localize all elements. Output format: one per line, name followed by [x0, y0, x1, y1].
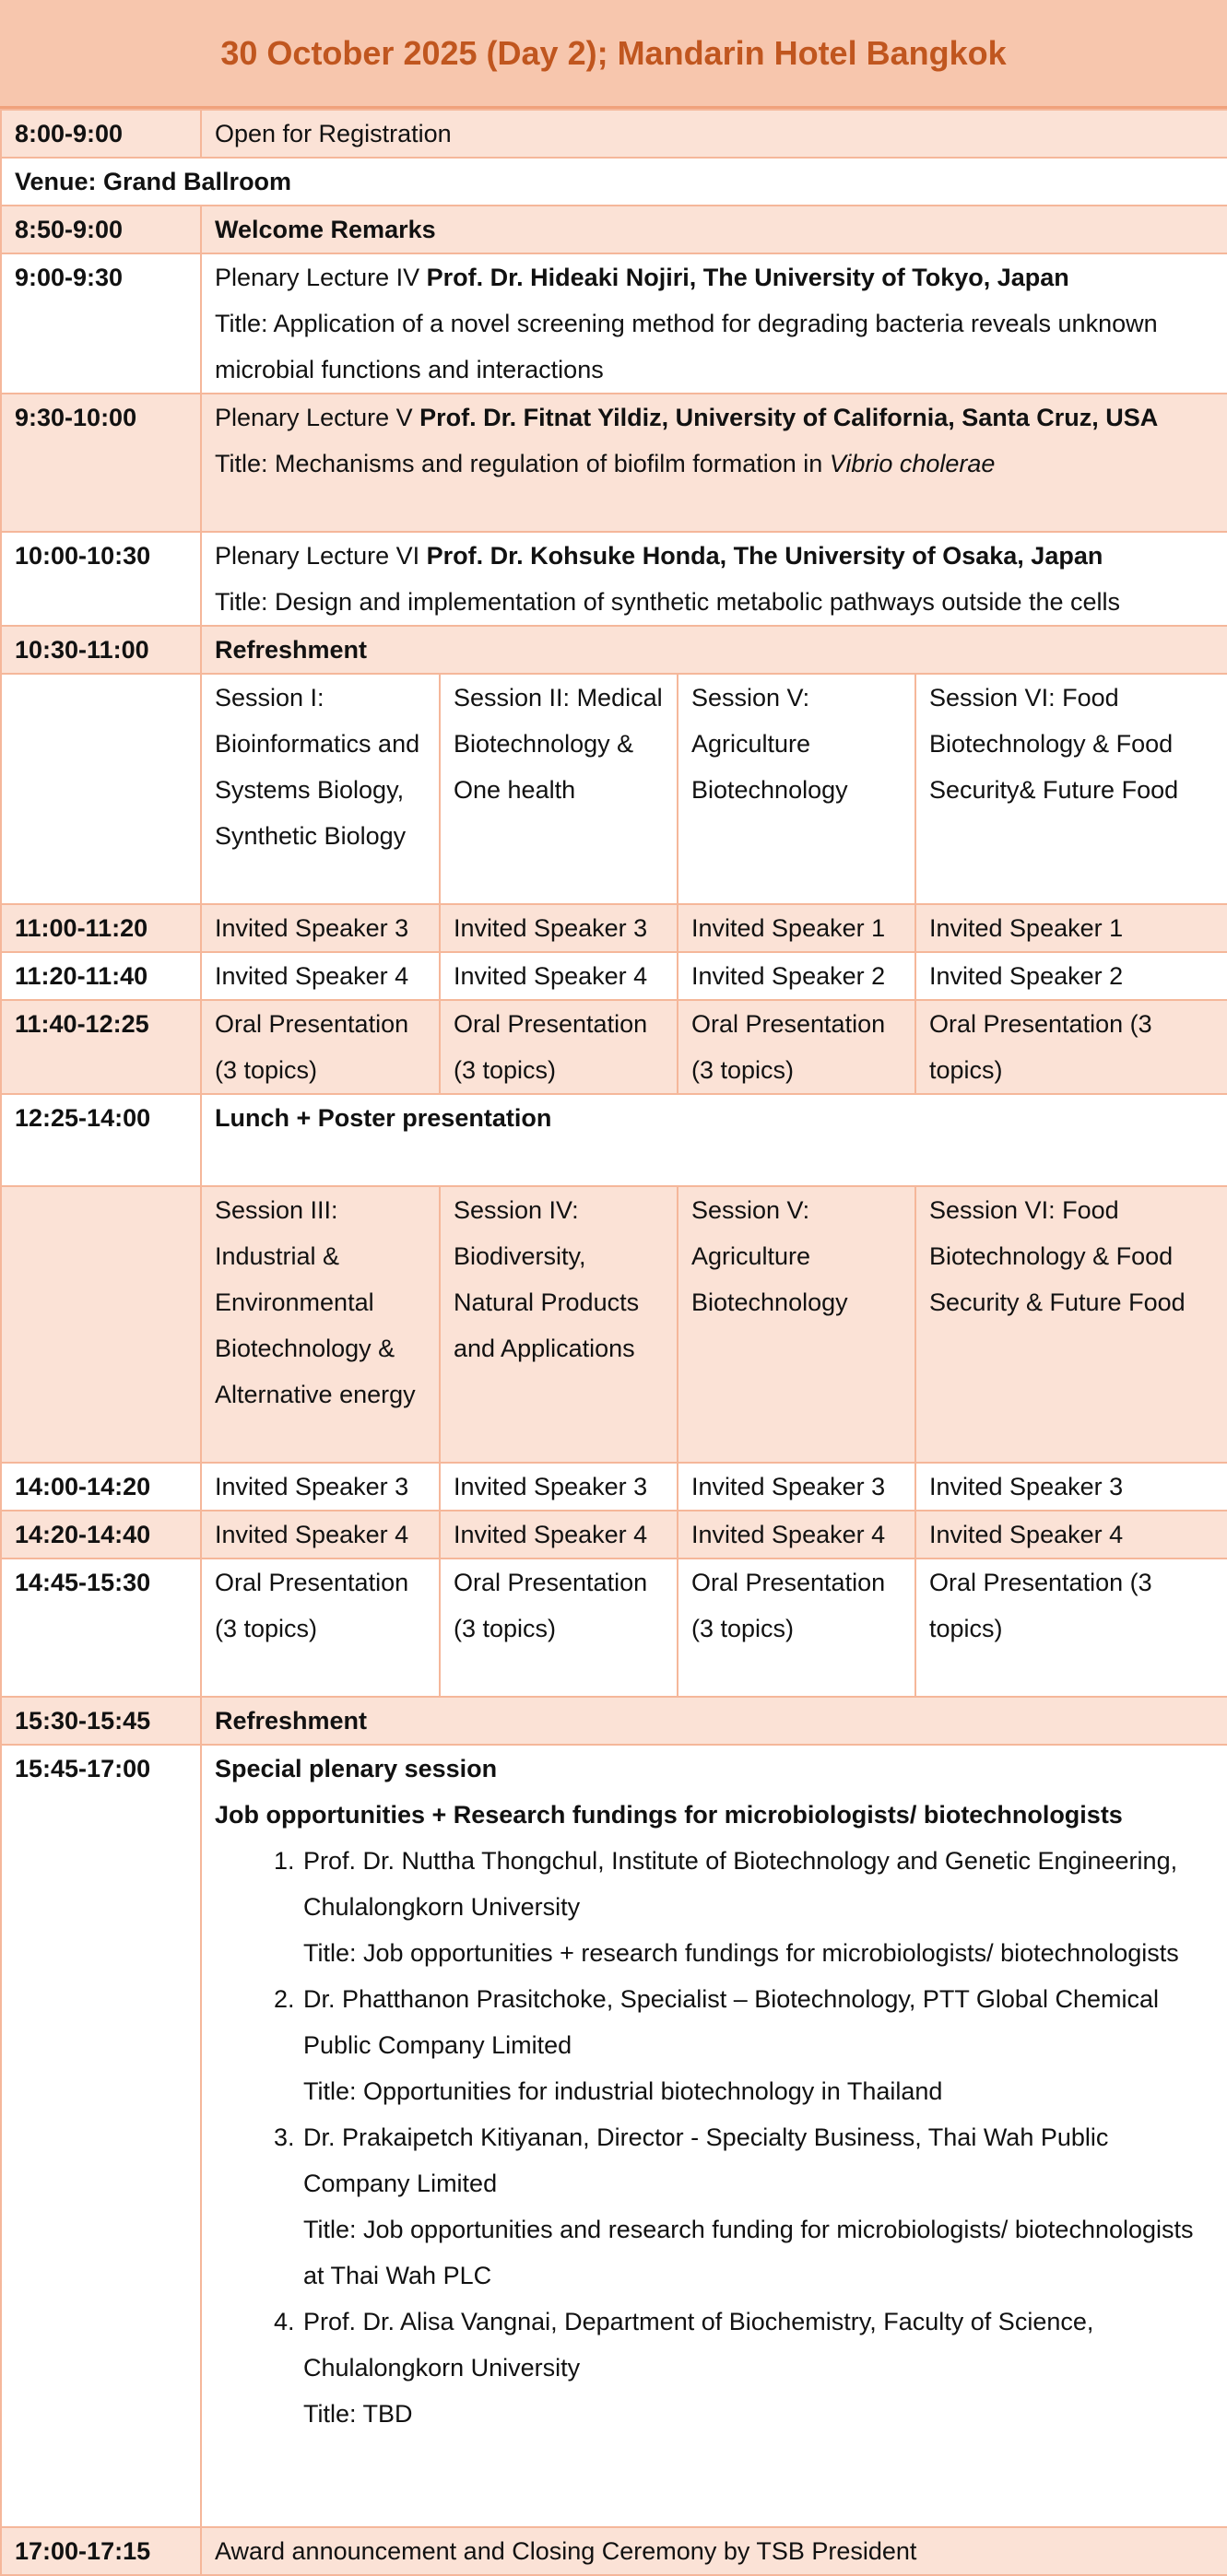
slot-cell: Invited Speaker 2 — [915, 952, 1227, 1000]
slot-cell: Oral Presentation (3 topics) — [201, 1559, 440, 1697]
time-cell: 15:30-15:45 — [1, 1697, 201, 1745]
slot-cell: Invited Speaker 3 — [678, 1463, 915, 1511]
row-refreshment — [1, 626, 1227, 674]
row-plenary-5 — [1, 394, 1227, 532]
plenary-title-organism: Vibrio cholerae — [829, 450, 996, 477]
session-cell: Session VI: Food Biotechnology & Food Security & Future Food — [915, 1186, 1227, 1463]
slot-cell: Invited Speaker 4 — [201, 952, 440, 1000]
plenary-label: Plenary Lecture VI — [215, 542, 420, 570]
speaker-item — [301, 1838, 1214, 1976]
plenary-title: Title: Mechanisms and regulation of biofilm formation in — [215, 450, 823, 477]
special-session-cell — [201, 1745, 1227, 2527]
slot-cell: Invited Speaker 1 — [915, 904, 1227, 952]
day-title: 30 October 2025 (Day 2); Mandarin Hotel Bangkok — [220, 33, 1007, 72]
special-heading: Special plenary session — [215, 1755, 498, 1782]
speaker-talk-title: Title: Job opportunities and research funding for microbiologists/ biotechnologists at Thai Wah PLC — [303, 2216, 1194, 2289]
speaker-talk-title: Title: Opportunities for industrial biotechnology in Thailand — [303, 2077, 943, 2105]
time-cell: 11:20-11:40 — [1, 952, 201, 1000]
speaker-item — [301, 2114, 1214, 2299]
row-sessions-pm — [1, 1186, 1227, 1463]
row-sessions-am — [1, 674, 1227, 904]
row-welcome — [1, 206, 1227, 253]
slot-cell: Invited Speaker 4 — [678, 1511, 915, 1559]
row-pm-slot-3 — [1, 1559, 1227, 1697]
time-cell: 12:25-14:00 — [1, 1094, 201, 1186]
time-cell: 8:50-9:00 — [1, 206, 201, 253]
schedule-table — [0, 109, 1227, 2576]
slot-cell: Oral Presentation (3 topics) — [678, 1000, 915, 1094]
slot-cell: Invited Speaker 4 — [915, 1511, 1227, 1559]
time-cell-empty — [1, 1186, 201, 1463]
time-cell: 8:00-9:00 — [1, 110, 201, 158]
speaker-list — [215, 1838, 1214, 2437]
row-pm-slot-1 — [1, 1463, 1227, 1511]
speaker-name: 3. Dr. Prakaipetch Kitiyanan, Director - Specialty Business, Thai Wah Public Company Limited — [303, 2123, 1109, 2197]
event-cell: Welcome Remarks — [201, 206, 1227, 253]
plenary-cell — [201, 253, 1227, 394]
row-plenary-6 — [1, 532, 1227, 626]
session-cell: Session VI: Food Biotechnology & Food Security& Future Food — [915, 674, 1227, 904]
event-cell: Open for Registration — [201, 110, 1227, 158]
plenary-title: Title: Design and implementation of synthetic metabolic pathways outside the cells — [215, 588, 1121, 616]
plenary-speaker: Prof. Dr. Hideaki Nojiri, The University of Tokyo, Japan — [426, 264, 1069, 291]
session-cell: Session IV: Biodiversity, Natural Products and Applications — [440, 1186, 678, 1463]
speaker-name: 2. Dr. Phatthanon Prasitchoke, Specialist – Biotechnology, PTT Global Chemical Public Company Limited — [303, 1985, 1159, 2059]
slot-cell: Invited Speaker 1 — [678, 904, 915, 952]
plenary-label: Plenary Lecture V — [215, 404, 413, 431]
slot-cell: Invited Speaker 4 — [440, 952, 678, 1000]
time-cell: 14:00-14:20 — [1, 1463, 201, 1511]
slot-cell: Invited Speaker 3 — [201, 1463, 440, 1511]
row-am-slot-3 — [1, 1000, 1227, 1094]
slot-cell: Invited Speaker 2 — [678, 952, 915, 1000]
slot-cell: Invited Speaker 3 — [201, 904, 440, 952]
session-cell: Session V: Agriculture Biotechnology — [678, 1186, 915, 1463]
slot-cell: Oral Presentation (3 topics) — [440, 1000, 678, 1094]
event-cell: Refreshment — [201, 626, 1227, 674]
session-cell: Session II: Medical Biotechnology & One health — [440, 674, 678, 904]
plenary-cell — [201, 532, 1227, 626]
slot-cell: Invited Speaker 4 — [201, 1511, 440, 1559]
row-registration — [1, 110, 1227, 158]
time-cell: 10:30-11:00 — [1, 626, 201, 674]
time-cell: 11:40-12:25 — [1, 1000, 201, 1094]
slot-cell: Invited Speaker 3 — [440, 904, 678, 952]
venue-cell: Venue: Grand Ballroom — [1, 158, 1227, 206]
time-cell: 11:00-11:20 — [1, 904, 201, 952]
speaker-name: 1. Prof. Dr. Nuttha Thongchul, Institute of Biotechnology and Genetic Engineering, Chulalongkorn University — [303, 1847, 1178, 1921]
slot-cell: Oral Presentation (3 topics) — [201, 1000, 440, 1094]
event-cell: Lunch + Poster presentation — [201, 1094, 1227, 1186]
time-cell: 17:00-17:15 — [1, 2527, 201, 2575]
special-subheading: Job opportunities + Research fundings for microbiologists/ biotechnologists — [215, 1801, 1123, 1829]
speaker-talk-title: Title: Job opportunities + research fundings for microbiologists/ biotechnologists — [303, 1939, 1179, 1967]
time-cell: 9:30-10:00 — [1, 394, 201, 532]
session-cell: Session III: Industrial & Environmental Biotechnology & Alternative energy — [201, 1186, 440, 1463]
row-refreshment-2 — [1, 1697, 1227, 1745]
row-venue — [1, 158, 1227, 206]
slot-cell: Invited Speaker 3 — [440, 1463, 678, 1511]
plenary-label: Plenary Lecture IV — [215, 264, 420, 291]
time-cell: 14:20-14:40 — [1, 1511, 201, 1559]
time-cell: 15:45-17:00 — [1, 1745, 201, 2527]
session-cell: Session I: Bioinformatics and Systems Biology, Synthetic Biology — [201, 674, 440, 904]
time-cell-empty — [1, 674, 201, 904]
time-cell: 14:45-15:30 — [1, 1559, 201, 1697]
slot-cell: Oral Presentation (3 topics) — [915, 1000, 1227, 1094]
slot-cell: Invited Speaker 4 — [440, 1511, 678, 1559]
row-pm-slot-2 — [1, 1511, 1227, 1559]
slot-cell: Invited Speaker 3 — [915, 1463, 1227, 1511]
slot-cell: Oral Presentation (3 topics) — [678, 1559, 915, 1697]
speaker-name: 4. Prof. Dr. Alisa Vangnai, Department of Biochemistry, Faculty of Science, Chulalongkorn University — [303, 2308, 1094, 2382]
plenary-title: Title: Application of a novel screening method for degrading bacteria reveals unknown microbial functions and interactions — [215, 310, 1158, 383]
slot-cell: Oral Presentation (3 topics) — [915, 1559, 1227, 1697]
slot-cell: Oral Presentation (3 topics) — [440, 1559, 678, 1697]
row-am-slot-1 — [1, 904, 1227, 952]
plenary-cell — [201, 394, 1227, 532]
row-am-slot-2 — [1, 952, 1227, 1000]
time-cell: 9:00-9:30 — [1, 253, 201, 394]
speaker-item — [301, 2299, 1214, 2437]
event-cell: Award announcement and Closing Ceremony by TSB President — [201, 2527, 1227, 2575]
row-closing — [1, 2527, 1227, 2575]
day-header — [0, 0, 1227, 109]
event-cell: Refreshment — [201, 1697, 1227, 1745]
row-lunch — [1, 1094, 1227, 1186]
row-plenary-4 — [1, 253, 1227, 394]
session-cell: Session V: Agriculture Biotechnology — [678, 674, 915, 904]
time-cell: 10:00-10:30 — [1, 532, 201, 626]
plenary-speaker: Prof. Dr. Fitnat Yildiz, University of California, Santa Cruz, USA — [419, 404, 1159, 431]
plenary-speaker: Prof. Dr. Kohsuke Honda, The University of Osaka, Japan — [426, 542, 1103, 570]
row-special-plenary — [1, 1745, 1227, 2527]
speaker-talk-title: Title: TBD — [303, 2400, 413, 2428]
speaker-item — [301, 1976, 1214, 2114]
